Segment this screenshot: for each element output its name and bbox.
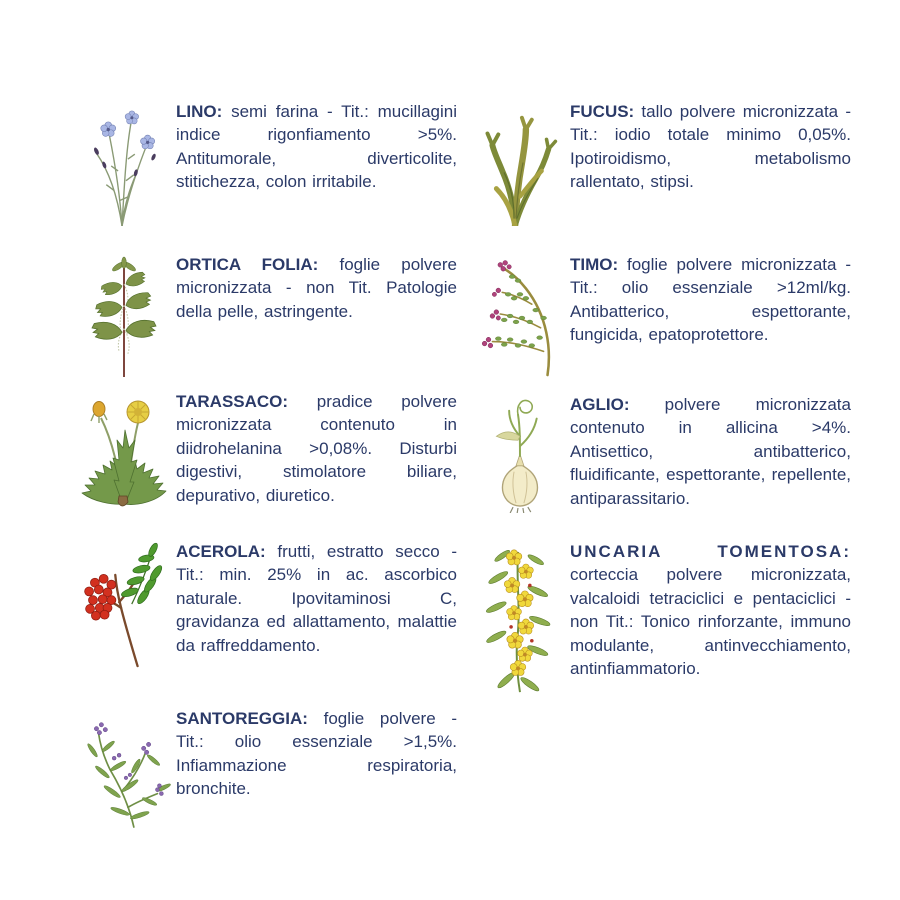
- plant-name: ORTICA FOLIA:: [176, 255, 319, 274]
- plant-text: [176, 100, 457, 194]
- plant-text: [176, 540, 457, 657]
- plant-text: [176, 253, 457, 323]
- plant-name: FUCUS:: [570, 102, 635, 121]
- garlic-plant-illustration: [466, 393, 570, 513]
- plant-description: foglie polvere micronizzata - non Tit. Patologie della pelle, astringente.: [176, 255, 458, 321]
- plant-text: [176, 707, 457, 801]
- plant-name: SANTOREGGIA:: [176, 709, 308, 728]
- plant-name: ACEROLA:: [176, 542, 266, 561]
- plant-description: foglie polvere micronizzata - Tit.: olio essenziale >12ml/kg. Antibatterico, espettorante, fungicida, epatoprotettore.: [570, 255, 851, 345]
- plant-entry-acerola: [72, 540, 457, 668]
- plant-description: tallo polvere micronizzata - Tit.: iodio totale minimo 0,05%. Ipotiroidismo, metabolismo rallentato, stipsi.: [570, 102, 851, 192]
- flax-plant-illustration: [72, 100, 176, 226]
- plant-entry-aglio: [466, 393, 851, 513]
- plant-entry-tarassaco: [72, 390, 457, 510]
- dandelion-plant-illustration: [72, 390, 176, 510]
- plant-entry-santoreggia: [72, 707, 457, 829]
- uncaria-flower-spike-illustration: [466, 540, 570, 700]
- plant-text: [570, 540, 851, 680]
- plant-name: TIMO:: [570, 255, 619, 274]
- plant-description: pradice polvere micronizzata contenuto in diidrohelanina >0,08%. Disturbi digestivi, stimolatore biliare, depurativo, diuretico.: [176, 392, 457, 505]
- plant-text: [570, 100, 851, 194]
- plant-name: TARASSACO:: [176, 392, 289, 411]
- plant-description: foglie polvere - Tit.: olio essenziale >1,5%. Infiammazione respiratoria, bronchite.: [176, 709, 457, 799]
- plant-text: [570, 393, 851, 510]
- plant-description: frutti, estratto secco - Tit.: min. 25% in ac. ascorbico naturale. Ipovitaminosi C, gravidanza ed allattamento, malattie da raffreddamento.: [176, 542, 457, 655]
- plant-name: AGLIO:: [570, 395, 630, 414]
- plant-name: UNCARIA TOMENTOSA:: [570, 542, 851, 561]
- plant-text: [570, 253, 851, 347]
- savory-plant-illustration: [72, 707, 176, 829]
- plant-description: polvere micronizzata contenuto in allicina >4%. Antisettico, antibatterico, fluidificante, espettorante, repellente, antiparassitario.: [570, 395, 851, 508]
- fucus-seaweed-illustration: [466, 100, 570, 226]
- plant-entry-ortica-folia: [72, 253, 457, 377]
- plant-entry-uncaria-tomentosa: [466, 540, 851, 700]
- plant-description: semi farina - Tit.: mucillagini indice rigonfiamento >5%. Antitumorale, diverticolite, stitichezza, colon irritabile.: [176, 102, 457, 192]
- plant-name: LINO:: [176, 102, 223, 121]
- acerola-berries-illustration: [72, 540, 176, 668]
- nettle-plant-illustration: [72, 253, 176, 377]
- plant-entry-timo: [466, 253, 851, 377]
- plant-entry-lino: [72, 100, 457, 226]
- thyme-plant-illustration: [466, 253, 570, 377]
- plant-entry-fucus: [466, 100, 851, 226]
- plant-text: [176, 390, 457, 507]
- plant-description: corteccia polvere micronizzata, valcaloidi tetraciclici e pentaciclici - non Tit.: Tonico rinforzante, immuno modulante, antinvecchiamento, antinfiammatorio.: [570, 565, 851, 679]
